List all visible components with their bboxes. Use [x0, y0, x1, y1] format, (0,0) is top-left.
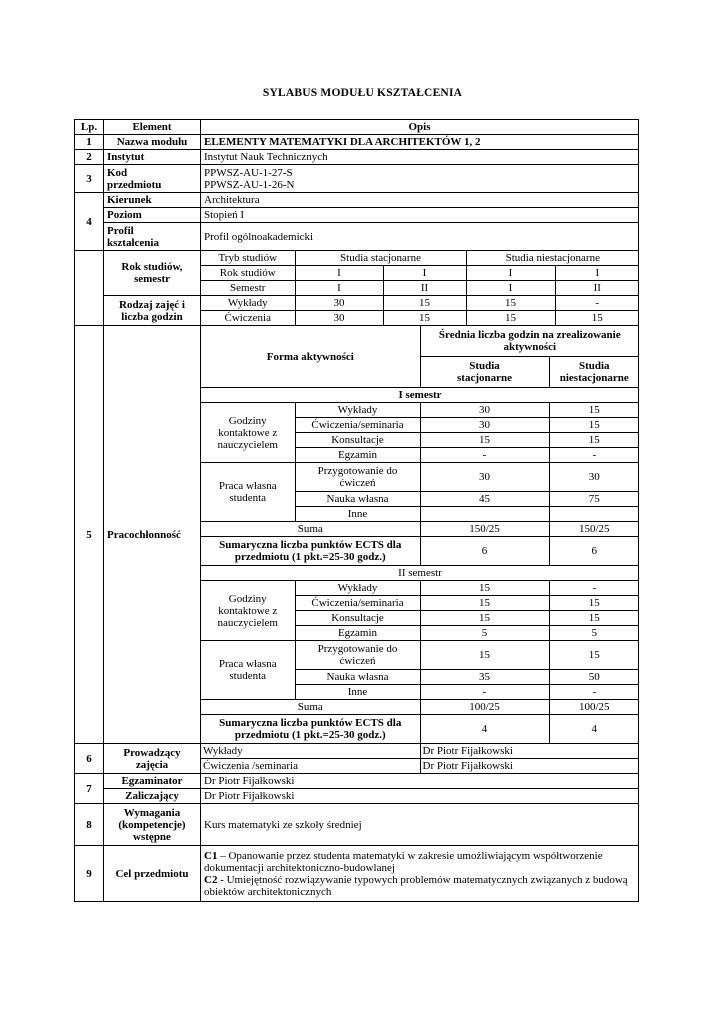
table-row [75, 744, 639, 774]
header-element: Element [104, 120, 201, 135]
table-row [75, 223, 639, 251]
niestacjonarne-header: Studia niestacjonarne [466, 251, 639, 266]
value-s: 30 [420, 463, 549, 492]
table-row [75, 135, 639, 150]
ects-label [201, 715, 420, 744]
row-label [104, 804, 201, 846]
contact-line-2: kontaktowe z [218, 426, 278, 439]
self-study-label [201, 463, 295, 522]
row-number: 5 [75, 326, 104, 744]
rodzaj-label-line-2: liczba godzin [121, 310, 183, 323]
stac-line-2: stacjonarne [457, 372, 513, 384]
activity-label: Ćwiczenia/seminaria [295, 418, 420, 433]
value-n: 50 [549, 670, 639, 685]
table-row [75, 193, 639, 208]
sum-label: Suma [201, 700, 420, 715]
contact-line-2: kontaktowe z [218, 604, 278, 617]
value-s: 30 [420, 403, 549, 418]
class-type-table-cell [201, 296, 639, 326]
header-lp: Lp. [75, 120, 104, 135]
row-label: Nazwa modułu [104, 135, 201, 150]
stacjonarne-header: Studia stacjonarne [295, 251, 466, 266]
value-s: 15 [420, 581, 549, 596]
row-label [104, 165, 201, 193]
cwiczenia-label: Ćwiczenia [201, 311, 295, 326]
hours-value: 30 [295, 296, 383, 311]
table-row [75, 296, 639, 326]
row-number: 2 [75, 150, 104, 165]
prep-line-1: Przygotowanie do [317, 465, 398, 477]
row-number: 6 [75, 744, 104, 774]
value-n: 15 [549, 596, 639, 611]
ects-line-2: przedmiotu (1 pkt.=25-30 godz.) [234, 551, 386, 563]
lecturers-table [201, 744, 639, 773]
value-n: - [549, 685, 639, 700]
activity-label: Konsultacje [295, 611, 420, 626]
ects-label [201, 537, 420, 566]
value-n: 30 [549, 463, 639, 492]
row-label: Kierunek [104, 193, 201, 208]
goal-code: C1 [204, 849, 218, 862]
value-s: - [420, 685, 549, 700]
value-s: 5 [420, 626, 549, 641]
activity-label: Inne [295, 685, 420, 700]
self-line-1: Praca własna [218, 480, 277, 492]
hours-value: 15 [555, 311, 639, 326]
code-label-line-1: Kod [107, 166, 128, 179]
forma-header: Forma aktywności [201, 326, 420, 388]
stac-line-1: Studia [469, 360, 500, 372]
niestac-line-2: niestacjonarne [559, 372, 629, 384]
ects-s: 6 [420, 537, 549, 566]
rok-value: I [295, 266, 383, 281]
goal-text: – Opanowanie przez studenta matematyki w zakresie umożliwiającym współtworzenie dokumentacji architektoniczno-budowlanej [204, 849, 603, 874]
profil-label-line-1: Profil [107, 224, 134, 237]
row-number: 8 [75, 804, 104, 846]
profil-label-line-2: kształcenia [107, 236, 159, 249]
lecturer-name: Dr Piotr Fijałkowski [420, 759, 639, 774]
req-label-line-1: Wymagania [123, 806, 181, 819]
activity-label: Ćwiczenia/seminaria [295, 596, 420, 611]
value-n [549, 507, 639, 522]
sum-s: 100/25 [420, 700, 549, 715]
semester-1-header: I semestr [201, 388, 639, 403]
ects-line-1: Sumaryczna liczba punktów ECTS dla [219, 539, 402, 551]
wyklady-label: Wykłady [201, 296, 295, 311]
activity-label: Wykłady [295, 403, 420, 418]
table-row [75, 804, 639, 846]
goal-text: - Umiejętność rozwiązywanie typowych problemów matematycznych związanych z budową obiektów architektonicznych [204, 873, 628, 898]
row-label: Egzaminator [104, 774, 201, 789]
req-label-line-2: (kompetencje) [118, 818, 186, 831]
table-row [75, 774, 639, 789]
workload-table [201, 326, 639, 743]
semestr-value: II [383, 281, 466, 296]
table-row [75, 789, 639, 804]
row-number: 9 [75, 846, 104, 902]
institute-value: Instytut Nauk Technicznych [201, 150, 639, 165]
sum-s: 150/25 [420, 522, 549, 537]
ects-n: 6 [549, 537, 639, 566]
row-label [104, 744, 201, 774]
syllabus-table [74, 119, 639, 902]
row-label: Instytut [104, 150, 201, 165]
value-n: 5 [549, 626, 639, 641]
self-line-1: Praca własna [218, 658, 277, 670]
activity-label: Nauka własna [295, 670, 420, 685]
row-number-empty [75, 251, 104, 296]
ects-line-2: przedmiotu (1 pkt.=25-30 godz.) [234, 729, 386, 741]
row-number: 7 [75, 774, 104, 804]
hours-value: 15 [383, 296, 466, 311]
module-name: ELEMENTY MATEMATYKI DLA ARCHITEKTÓW 1, 2 [201, 135, 639, 150]
examiner-value: Dr Piotr Fijałkowski [201, 774, 639, 789]
value-s: 15 [420, 641, 549, 670]
row-label [104, 251, 201, 296]
hours-value: - [555, 296, 639, 311]
semestr-value: II [555, 281, 639, 296]
row-label [104, 296, 201, 326]
value-s: 30 [420, 418, 549, 433]
goal-c1 [204, 850, 635, 874]
contact-line-3: nauczycielem [217, 616, 278, 629]
req-label-line-3: wstępne [133, 830, 171, 843]
activity-label: Egzamin [295, 448, 420, 463]
grader-value: Dr Piotr Fijałkowski [201, 789, 639, 804]
activity-label: Konsultacje [295, 433, 420, 448]
hours-value: 15 [466, 311, 555, 326]
table-row [75, 165, 639, 193]
row-number: 4 [75, 193, 104, 251]
prep-line-1: Przygotowanie do [317, 643, 398, 655]
row-number-empty [75, 296, 104, 326]
activity-label: Nauka własna [295, 492, 420, 507]
contact-line-1: Godziny [228, 414, 267, 427]
document-title: SYLABUS MODUŁU KSZTAŁCENIA [262, 87, 463, 99]
prep-line-2: ćwiczeń [339, 477, 376, 489]
ects-s: 4 [420, 715, 549, 744]
prep-line-2: ćwiczeń [339, 655, 376, 667]
lecturer-name: Dr Piotr Fijałkowski [420, 744, 639, 759]
sum-label: Suma [201, 522, 420, 537]
rok-label-line-2: semestr [133, 273, 171, 285]
activity-label [295, 463, 420, 492]
tryb-label: Tryb studiów [201, 251, 295, 266]
goal-c2 [204, 874, 635, 898]
lecture-type: Wykłady [201, 744, 420, 759]
course-goals [201, 846, 639, 902]
rok-value: I [383, 266, 466, 281]
code-value-s: PPWSZ-AU-1-27-S [204, 166, 293, 179]
activity-label: Egzamin [295, 626, 420, 641]
code-value [201, 165, 639, 193]
lecturers-label-line-1: Prowadzący [123, 746, 181, 759]
niestacjonarne-col-header [549, 357, 639, 388]
row-label: Poziom [104, 208, 201, 223]
hours-value: 30 [295, 311, 383, 326]
value-s: 15 [420, 433, 549, 448]
row-label: Pracochłonność [104, 326, 201, 744]
lecture-type: Ćwiczenia /seminaria [201, 759, 420, 774]
rok-value: I [466, 266, 555, 281]
value-n: 15 [549, 611, 639, 626]
lecturers-label-line-2: zajęcia [135, 758, 169, 771]
rok-value: I [555, 266, 639, 281]
rok-label-line-1: Rok studiów, [121, 261, 183, 273]
sum-n: 150/25 [549, 522, 639, 537]
code-value-n: PPWSZ-AU-1-26-N [204, 178, 295, 191]
value-s: 35 [420, 670, 549, 685]
row-label [104, 223, 201, 251]
value-n: 15 [549, 433, 639, 448]
row-number: 1 [75, 135, 104, 150]
semestr-label: Semestr [201, 281, 295, 296]
value-n: 75 [549, 492, 639, 507]
requirements-value: Kurs matematyki ze szkoły średniej [201, 804, 639, 846]
table-row [75, 150, 639, 165]
row-number: 3 [75, 165, 104, 193]
semester-2-header: II semestr [201, 566, 639, 581]
activity-label [295, 641, 420, 670]
contact-hours-label [201, 581, 295, 641]
value-s: 15 [420, 611, 549, 626]
code-label-line-2: przedmiotu [107, 178, 162, 191]
srednia-header: Średnia liczba godzin na zrealizowanie aktywności [420, 326, 639, 357]
value-n: 15 [549, 641, 639, 670]
hours-value: 15 [383, 311, 466, 326]
self-study-label [201, 641, 295, 700]
header-opis: Opis [201, 120, 639, 135]
row-label: Cel przedmiotu [104, 846, 201, 902]
value-s: 15 [420, 596, 549, 611]
ects-n: 4 [549, 715, 639, 744]
value-s: - [420, 448, 549, 463]
row-label: Zaliczający [104, 789, 201, 804]
niestac-line-1: Studia [578, 360, 610, 372]
study-mode-table [201, 251, 639, 295]
activity-label: Wykłady [295, 581, 420, 596]
contact-line-3: nauczycielem [217, 438, 278, 451]
table-row [75, 326, 639, 744]
table-row [75, 208, 639, 223]
lecturers-table-cell [201, 744, 639, 774]
class-type-table [201, 296, 639, 325]
self-line-2: studenta [229, 492, 267, 504]
self-line-2: studenta [229, 670, 267, 682]
workload-table-cell [201, 326, 639, 744]
kierunek-value: Architektura [201, 193, 639, 208]
rok-studiow-label: Rok studiów [201, 266, 295, 281]
activity-label: Inne [295, 507, 420, 522]
contact-hours-label [201, 403, 295, 463]
value-s: 45 [420, 492, 549, 507]
study-mode-table-cell [201, 251, 639, 296]
table-row [75, 251, 639, 296]
value-n: - [549, 448, 639, 463]
value-n: 15 [549, 418, 639, 433]
value-n: 15 [549, 403, 639, 418]
table-row [75, 846, 639, 902]
poziom-value: Stopień I [201, 208, 639, 223]
value-s [420, 507, 549, 522]
semestr-value: I [466, 281, 555, 296]
sum-n: 100/25 [549, 700, 639, 715]
semestr-value: I [295, 281, 383, 296]
rodzaj-label-line-1: Rodzaj zajęć i [119, 298, 185, 311]
profil-value: Profil ogólnoakademicki [201, 223, 639, 251]
table-header-row [75, 120, 639, 135]
contact-line-1: Godziny [228, 592, 267, 605]
hours-value: 15 [466, 296, 555, 311]
value-n: - [549, 581, 639, 596]
goal-code: C2 [204, 873, 218, 886]
stacjonarne-col-header [420, 357, 549, 388]
ects-line-1: Sumaryczna liczba punktów ECTS dla [219, 717, 402, 729]
